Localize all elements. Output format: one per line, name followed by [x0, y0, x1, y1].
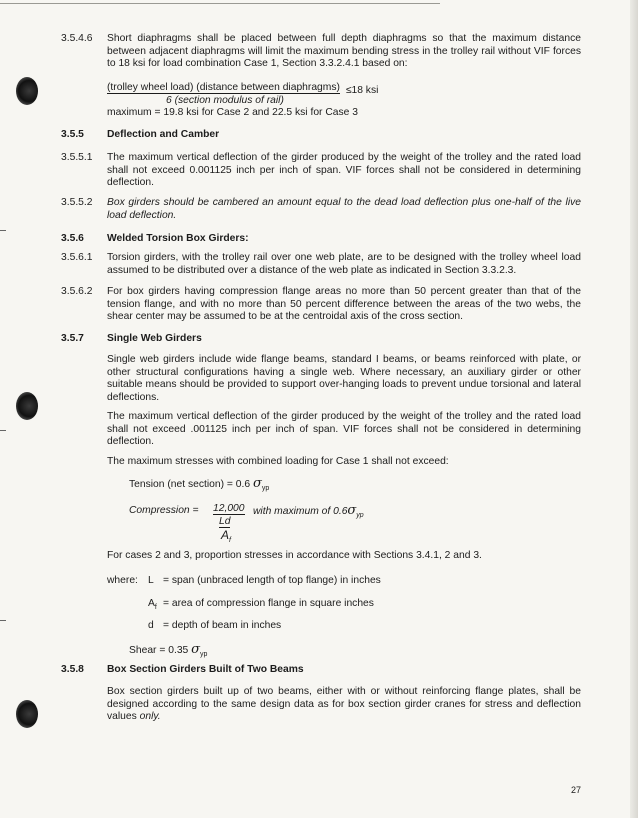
shear-value: = 0.35	[159, 645, 189, 656]
formula-numerator-row	[107, 82, 378, 95]
section-title: Single Web Girders	[107, 333, 202, 344]
compression-af	[221, 529, 231, 545]
tension-value: = 0.6	[226, 479, 251, 490]
page-edge-shadow	[630, 0, 638, 818]
section-3-5-5	[61, 129, 581, 142]
margin-tick	[0, 230, 6, 231]
paragraph-lead: Box section girders built up of two beams, either with or without reinforcing flange plates, shall be designed according to the same design data as for box section girder cranes for stress and deflection values	[107, 686, 581, 723]
section-3-5-6-2	[61, 286, 581, 326]
af-subscript: f	[229, 537, 231, 544]
section-text: Short diaphragms shall be placed between full depth diaphragms so that the maximum distance between adjacent diaphragms will limit the maximum bending stress in the trolley rail without VIF forces to 18 ksi for load combination Case 1, Section 3.3.2.4.1 based on:	[107, 33, 581, 70]
section-3-5-4-6	[61, 33, 581, 73]
section-title: Box Section Girders Built of Two Beams	[107, 664, 304, 675]
single-web-paragraph-3	[61, 456, 581, 469]
binder-hole-middle	[16, 392, 38, 420]
section-3-5-5-2	[61, 197, 581, 223]
where-l-symbol: L	[148, 575, 154, 586]
shear-formula	[129, 644, 207, 659]
where-d-symbol: d	[148, 620, 154, 631]
yp-subscript: yp	[356, 512, 364, 519]
single-web-paragraph-2	[61, 411, 581, 451]
compression-tail	[253, 505, 364, 520]
section-3-5-6-1	[61, 252, 581, 278]
section-number: 3.5.5.2	[61, 197, 93, 208]
maximum-note: maximum = 19.8 ksi for Case 2 and 22.5 ksi for Case 3	[107, 107, 358, 118]
compression-numerator-value: 12,000	[213, 503, 245, 514]
binder-hole-bottom	[16, 700, 38, 728]
margin-tick	[0, 430, 6, 431]
where-l-definition: = span (unbraced length of top flange) in inches	[163, 575, 381, 586]
top-rule	[0, 3, 440, 4]
section-text: The maximum vertical deflection of the girder produced by the weight of the trolley and the rated load shall not exceed 0.001125 inch per inch of span. VIF forces shall not be considered in determining deflection.	[107, 152, 581, 189]
section-number: 3.5.8	[61, 664, 84, 675]
where-af-definition: = area of compression flange in square inches	[163, 598, 374, 609]
paragraph-text	[107, 686, 581, 724]
formula-numerator: (trolley wheel load) (distance between diaphragms)	[107, 82, 340, 93]
section-title: Deflection and Camber	[107, 129, 220, 140]
section-number: 3.5.5.1	[61, 152, 93, 163]
section-3-5-6	[61, 233, 581, 246]
page-number: 27	[571, 785, 582, 795]
section-text: Torsion girders, with the trolley rail over one web plate, are to be designed with the trolley wheel load assumed to be distributed over a distance of the web plate as indicated in Section 3.3.2.3.	[107, 252, 581, 276]
formula-denominator: 6 (section modulus of rail)	[166, 95, 284, 106]
section-text: Box girders should be cambered an amount equal to the dead load deflection plus one-half of the live load deflection.	[107, 197, 581, 221]
section-3-5-5-1	[61, 152, 581, 192]
sigma-symbol: σ	[347, 503, 357, 518]
af-base: A	[148, 598, 155, 609]
compression-ld	[219, 516, 230, 529]
binder-hole-top	[16, 77, 38, 105]
paragraph-text: The maximum stresses with combined loading for Case 1 shall not exceed:	[107, 456, 449, 467]
section-3-5-7	[61, 333, 581, 346]
section-number: 3.5.7	[61, 333, 84, 344]
section-text: For box girders having compression flange areas no more than 50 percent greater than that of the tension flange, and with no more than 50 percent difference between the areas of the two webs, the shear center may be assumed to be at the centroidal axis of the cross section.	[107, 286, 581, 323]
shear-label: Shear	[129, 645, 157, 656]
paragraph-text: The maximum vertical deflection of the girder produced by the weight of the trolley and the rated load shall not exceed .001125 inch per inch of span. VIF forces shall not be considered in determining deflection.	[107, 411, 581, 448]
compression-label: Compression =	[129, 505, 199, 516]
paragraph-italic-end: only.	[139, 711, 161, 723]
where-af-symbol	[148, 598, 157, 612]
section-number: 3.5.6.2	[61, 286, 93, 297]
box-section-paragraph	[61, 686, 581, 726]
section-3-5-8	[61, 664, 581, 677]
af-subscript: f	[154, 604, 157, 611]
margin-tick	[0, 620, 6, 621]
cases-2-3-note: For cases 2 and 3, proportion stresses in accordance with Sections 3.4.1, 2 and 3.	[107, 550, 482, 561]
paragraph-text: Single web girders include wide flange beams, standard I beams, or beams reinforced with plate, or other structural configurations having a single web. Where necessary, an auxiliary girder or other suitable means should be provided to support over-hanging loads to prevent undue torsional and lateral deflections.	[107, 354, 581, 403]
af-base: A	[221, 528, 230, 542]
sigma-symbol: σ	[191, 642, 201, 657]
where-d-definition: = depth of beam in inches	[163, 620, 282, 631]
yp-subscript: yp	[261, 485, 270, 492]
formula-limit: ≤18 ksi	[345, 85, 379, 96]
sigma-symbol: σ	[252, 476, 262, 491]
section-number: 3.5.5	[61, 129, 84, 140]
compression-ld-value: Ld	[219, 516, 231, 527]
yp-subscript: yp	[200, 651, 208, 658]
section-title: Welded Torsion Box Girders:	[107, 233, 249, 244]
tension-label: Tension (net section)	[129, 479, 225, 490]
section-number: 3.5.6.1	[61, 252, 93, 263]
section-number: 3.5.6	[61, 233, 84, 244]
compression-numerator	[213, 503, 245, 516]
single-web-paragraph-1	[61, 354, 581, 406]
section-number: 3.5.4.6	[61, 33, 93, 44]
tension-formula	[129, 478, 269, 493]
compression-tail-text: with maximum of 0.6	[253, 506, 348, 517]
where-label: where:	[107, 575, 138, 586]
